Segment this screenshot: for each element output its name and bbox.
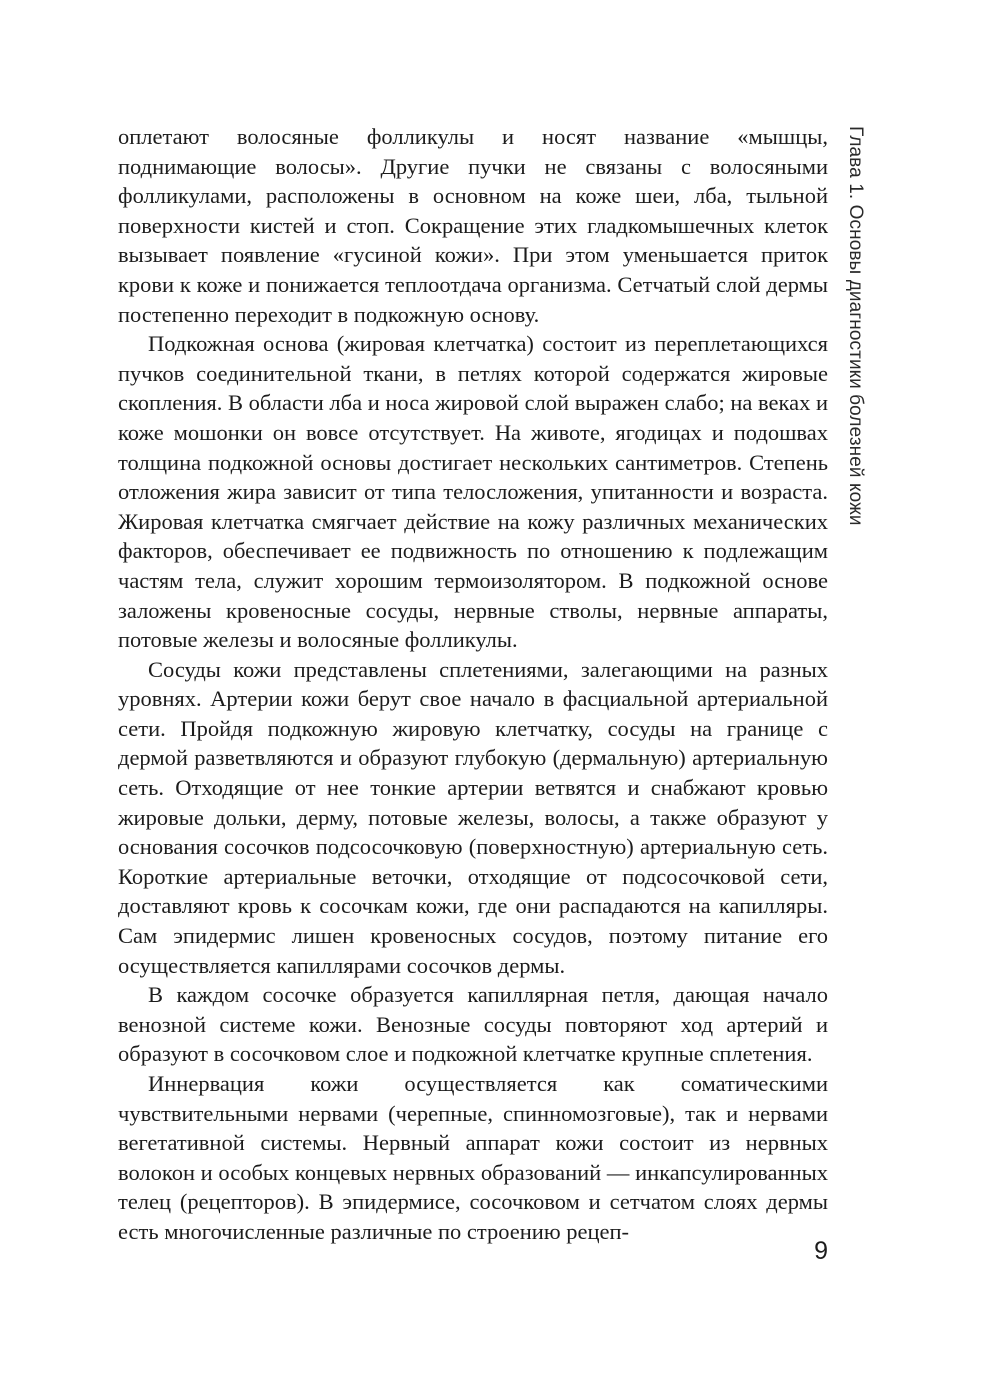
paragraph-hair-muscles: оплетают волосяные фолликулы и носят название «мышцы, поднимающие волосы». Другие пучки не связаны с волосяными фолликулами, расположены в основном на коже шеи, лба, тыльной поверхности кистей и стоп. Сокращение этих гладкомышечных клеток вызывает появление «гусиной кожи». При этом уменьшается приток крови к коже и понижается теплоотдача организма. Сетчатый слой дермы постепенно переходит в подкожную основу. <box>118 124 828 327</box>
body-text <box>118 122 828 1247</box>
paragraph-skin-vessels: Сосуды кожи представлены сплетениями, залегающими на разных уровнях. Артерии кожи берут свое начало в фасциальной артериальной сети. Пройдя подкожную жировую клетчатку, сосуды на границе с дермой разветвляются и образуют глубокую (дермальную) артериальную сеть. Отходящие от нее тонкие артерии ветвятся и снабжают кровью жировые дольки, дерму, потовые железы, волосы, а также образуют у основания сосочков подсосочковую (поверхностную) артериальную сеть. Короткие артериальные веточки, отходящие от подсосочковой сети, доставляют кровь к сосочкам кожи, где они распадаются на капилляры. Сам эпидермис лишен кровеносных сосудов, поэтому питание его осуществляется капиллярами сосочков дермы. <box>118 656 828 978</box>
paragraph-capillary-loop: В каждом сосочке образуется капиллярная петля, дающая начало венозной системе кожи. Венозные сосуды повторяют ход артерий и образуют в сосочковом слое и подкожной клетчатке крупные сплетения. <box>118 982 828 1067</box>
paragraph-innervation: Иннервация кожи осуществляется как соматическими чувствительными нервами (черепные, спинномозговые), так и нервами вегетативной системы. Нервный аппарат кожи состоит из нервных волокон и особых концевых нервных образований — инкапсулированных телец (рецепторов). В эпидермисе, сосочковом и сетчатом слоях дермы есть многочисленные различные по строению рецеп- <box>118 1071 828 1244</box>
page-number: 9 <box>814 1237 828 1265</box>
paragraph-subcutaneous-base: Подкожная основа (жировая клетчатка) состоит из переплетающихся пучков соединительной ткани, в петлях которой содержатся жировые скопления. В области лба и носа жировой слой выражен слабо; на веках и коже мошонки он вовсе отсутствует. На животе, ягодицах и подошвах толщина подкожной основы достигает нескольких сантиметров. Степень отложения жира зависит от типа телосложения, упитанности и возраста. Жировая клетчатка смягчает действие на кожу различных механических факторов, обеспечивает ее подвижность по отношению к подлежащим частям тела, служит хорошим термоизолятором. В подкожной основе заложены кровеносные сосуды, нервные стволы, нервные аппараты, потовые железы и волосяные фолликулы. <box>118 331 828 653</box>
running-head: Глава 1. Основы диагностики болезней кожи <box>845 126 866 526</box>
